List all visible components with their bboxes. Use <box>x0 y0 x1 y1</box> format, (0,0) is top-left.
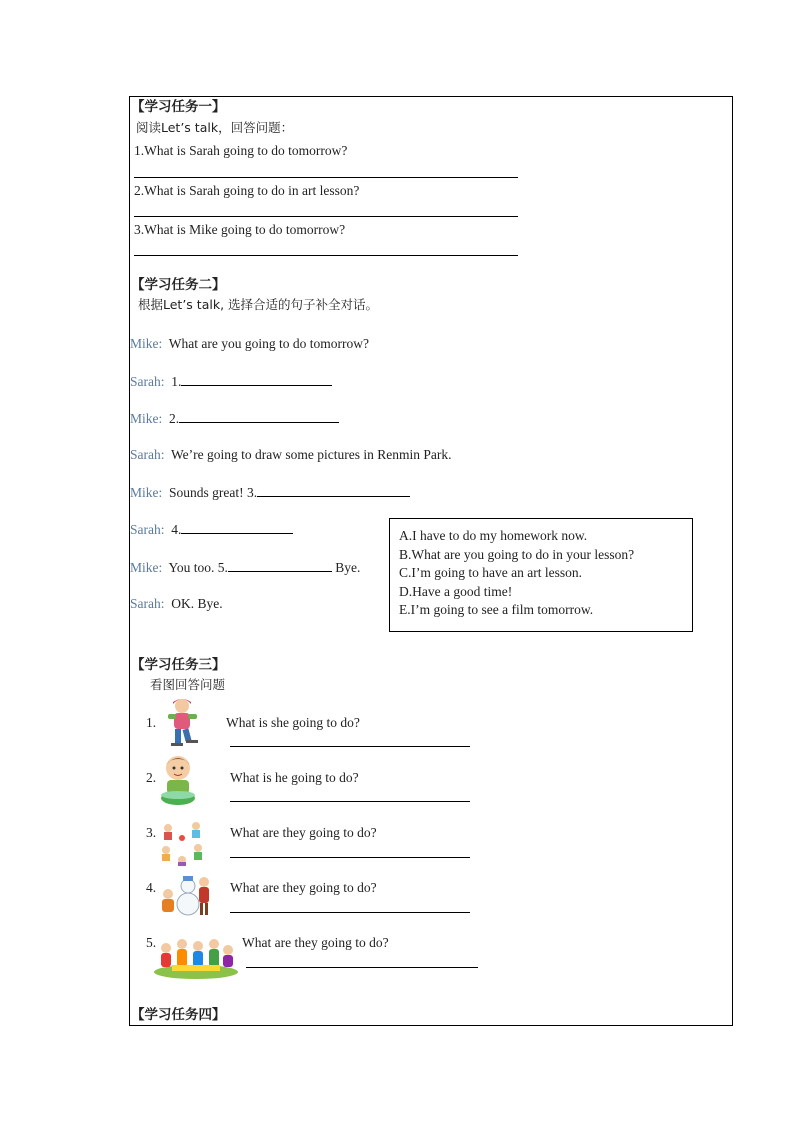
answer-line[interactable] <box>134 255 518 256</box>
making-snowman-picture <box>158 872 212 918</box>
question-3: What are they going to do? <box>230 825 377 840</box>
dialogue-line-5: Mike: Sounds great! 3. <box>130 484 410 501</box>
task3-heading: 【学习任务三】 <box>131 657 226 673</box>
question-4: What are they going to do? <box>230 880 377 895</box>
dialogue-line-2: Sarah: 1. <box>130 373 332 390</box>
dialogue-line-1: Mike: What are you going to do tomorrow? <box>130 336 369 351</box>
speaker-label: Sarah: <box>130 522 165 537</box>
item-number: 3. <box>146 825 157 840</box>
dialogue-line-3: Mike: 2. <box>130 410 339 427</box>
task1-question-1: 1.What is Sarah going to do tomorrow? <box>134 143 348 158</box>
fill-blank[interactable] <box>181 521 293 534</box>
speaker-label: Sarah: <box>130 447 165 462</box>
fill-blank[interactable] <box>181 373 332 386</box>
option-d: D.Have a good time! <box>399 583 513 599</box>
item-number: 2. <box>146 770 157 785</box>
task1-heading: 【学习任务一】 <box>131 99 226 115</box>
item-number: 5. <box>146 935 157 950</box>
girl-skating-picture <box>160 696 204 750</box>
dialogue-line-7: Mike: You too. 5. Bye. <box>130 560 361 575</box>
children-playing-picture <box>158 818 208 866</box>
answer-line[interactable] <box>230 746 470 747</box>
item-number: 1. <box>146 715 157 730</box>
option-b: B.What are you going to do in your lesson? <box>399 546 635 562</box>
task1-question-3: 3.What is Mike going to do tomorrow? <box>134 222 346 237</box>
dialogue-line-6: Sarah: 4. <box>130 521 293 538</box>
answer-line[interactable] <box>230 857 470 858</box>
answer-line[interactable] <box>134 216 518 217</box>
dialogue-line-4: Sarah: We’re going to draw some pictures in Renmin Park. <box>130 447 452 462</box>
answer-line[interactable] <box>230 801 470 802</box>
task3-instruction: 看图回答问题 <box>150 677 226 692</box>
item-number: 4. <box>146 880 157 895</box>
question-5: What are they going to do? <box>242 935 389 950</box>
family-picnic-picture <box>152 934 240 980</box>
task2-heading: 【学习任务二】 <box>131 277 226 293</box>
option-a: A.I have to do my homework now. <box>399 528 588 543</box>
answer-line[interactable] <box>230 912 470 913</box>
task2-instruction: 根据Let’s talk, 选择合适的句子补全对话。 <box>138 297 379 312</box>
speaker-label: Mike: <box>130 411 163 426</box>
fill-blank[interactable] <box>228 559 332 572</box>
speaker-label: Mike: <box>130 485 163 500</box>
speaker-label: Mike: <box>130 560 163 575</box>
speaker-label: Mike: <box>130 336 163 351</box>
options-box <box>389 518 693 632</box>
question-1: What is she going to do? <box>226 715 360 730</box>
option-e: E.I’m going to see a film tomorrow. <box>399 602 594 617</box>
task1-question-2: 2.What is Sarah going to do in art lesson? <box>134 183 360 198</box>
speaker-label: Sarah: <box>130 374 165 389</box>
task4-heading: 【学习任务四】 <box>131 1007 226 1023</box>
task1-instruction: 阅读Let’s talk，回答问题： <box>136 120 294 135</box>
answer-line[interactable] <box>246 967 478 968</box>
boy-washing-picture <box>158 753 198 809</box>
speaker-label: Sarah: <box>130 596 165 611</box>
option-c: C.I’m going to have an art lesson. <box>399 565 582 580</box>
answer-line[interactable] <box>134 177 518 178</box>
fill-blank[interactable] <box>179 410 339 423</box>
fill-blank[interactable] <box>257 484 410 497</box>
question-2: What is he going to do? <box>230 770 359 785</box>
dialogue-line-8: Sarah: OK. Bye. <box>130 596 223 611</box>
